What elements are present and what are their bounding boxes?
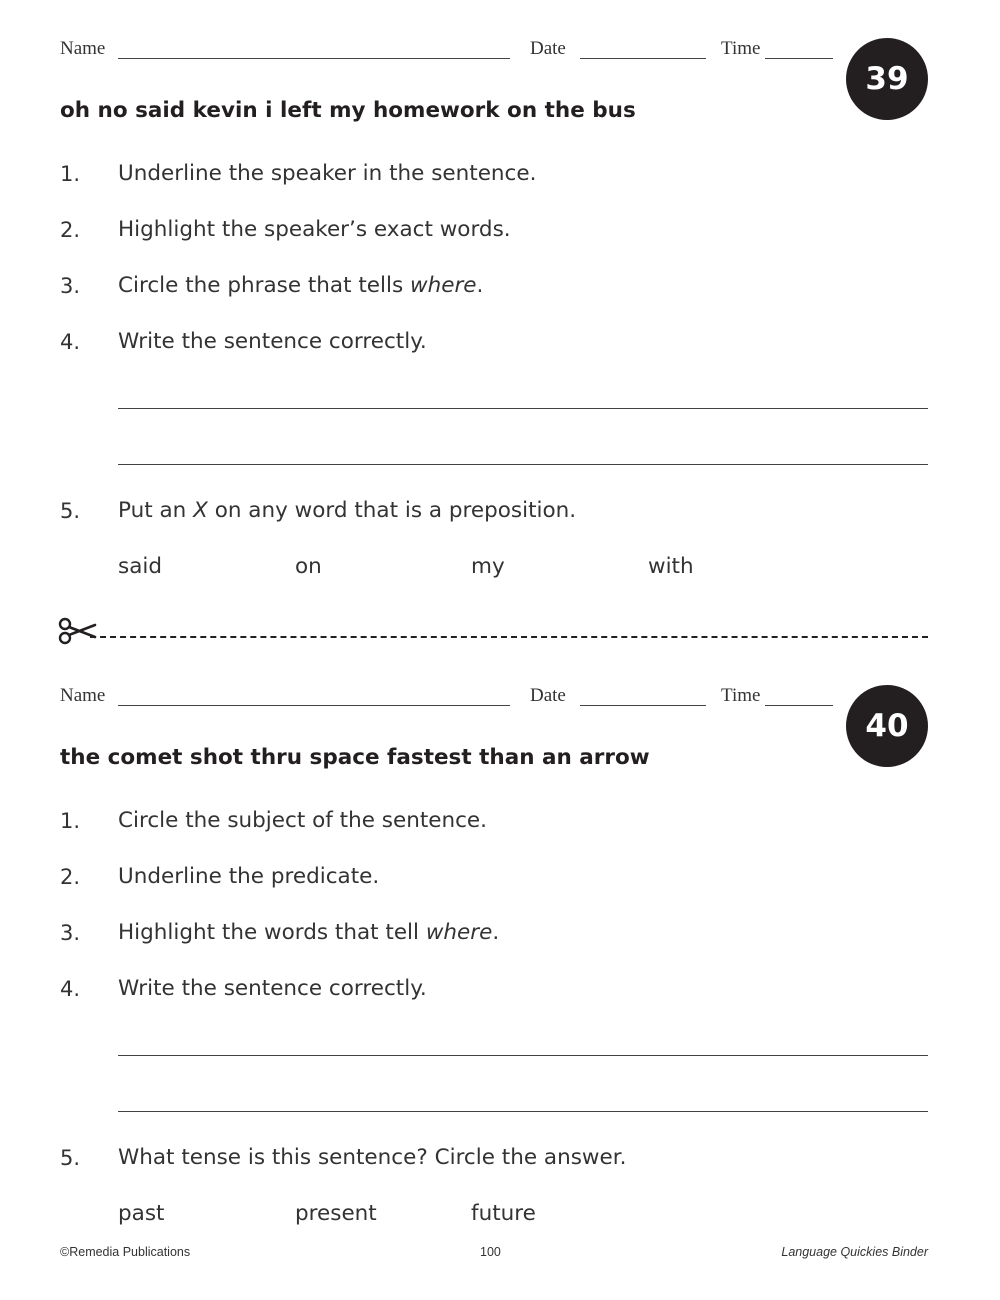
answer-choice[interactable]: said — [118, 554, 162, 579]
question-number: 2. — [60, 218, 81, 242]
scissors-icon — [57, 616, 99, 646]
date-field-line[interactable] — [580, 58, 706, 59]
answer-choice[interactable]: with — [648, 554, 694, 579]
book-title: Language Quickies Binder — [781, 1245, 928, 1259]
answer-line[interactable] — [118, 408, 928, 409]
answer-choice[interactable]: future — [471, 1201, 536, 1226]
question-1: Circle the subject of the sentence. — [118, 808, 487, 833]
question-4: Write the sentence correctly. — [118, 329, 427, 354]
question-4: Write the sentence correctly. — [118, 976, 427, 1001]
time-field-line[interactable] — [765, 58, 833, 59]
time-label: Time — [721, 38, 761, 59]
date-label: Date — [530, 38, 566, 59]
question-5: What tense is this sentence? Circle the answer. — [118, 1145, 627, 1170]
question-2: Highlight the speaker’s exact words. — [118, 217, 511, 242]
question-2: Underline the predicate. — [118, 864, 380, 889]
question-number: 3. — [60, 274, 81, 298]
question-3: Circle the phrase that tells where. — [118, 273, 484, 298]
name-label: Name — [60, 685, 106, 706]
answer-line[interactable] — [118, 1055, 928, 1056]
answer-choice[interactable]: on — [295, 554, 322, 579]
question-number: 1. — [60, 809, 81, 833]
copyright: ©Remedia Publications — [60, 1245, 191, 1259]
time-label: Time — [721, 685, 761, 706]
question-number: 3. — [60, 921, 81, 945]
answer-choice[interactable]: present — [295, 1201, 377, 1226]
date-label: Date — [530, 685, 566, 706]
page-number: 100 — [480, 1245, 501, 1259]
answer-choice[interactable]: my — [471, 554, 505, 579]
question-number: 4. — [60, 330, 81, 354]
question-3: Highlight the words that tell where. — [118, 920, 500, 945]
question-number: 5. — [60, 1146, 81, 1170]
answer-line[interactable] — [118, 464, 928, 465]
question-number: 4. — [60, 977, 81, 1001]
cut-line — [90, 636, 928, 638]
question-number: 2. — [60, 865, 81, 889]
time-field-line[interactable] — [765, 705, 833, 706]
answer-choice[interactable]: past — [118, 1201, 165, 1226]
answer-line[interactable] — [118, 1111, 928, 1112]
exercise-number-badge: 39 — [846, 38, 928, 120]
question-number: 5. — [60, 499, 81, 523]
exercise-prompt: the comet shot thru space fastest than an arrow — [60, 745, 650, 770]
exercise-prompt: oh no said kevin i left my homework on the bus — [60, 98, 636, 123]
exercise-number-badge: 40 — [846, 685, 928, 767]
question-1: Underline the speaker in the sentence. — [118, 161, 537, 186]
name-field-line[interactable] — [118, 705, 510, 706]
date-field-line[interactable] — [580, 705, 706, 706]
name-label: Name — [60, 38, 106, 59]
question-5: Put an X on any word that is a preposition. — [118, 498, 577, 523]
question-number: 1. — [60, 162, 81, 186]
name-field-line[interactable] — [118, 58, 510, 59]
